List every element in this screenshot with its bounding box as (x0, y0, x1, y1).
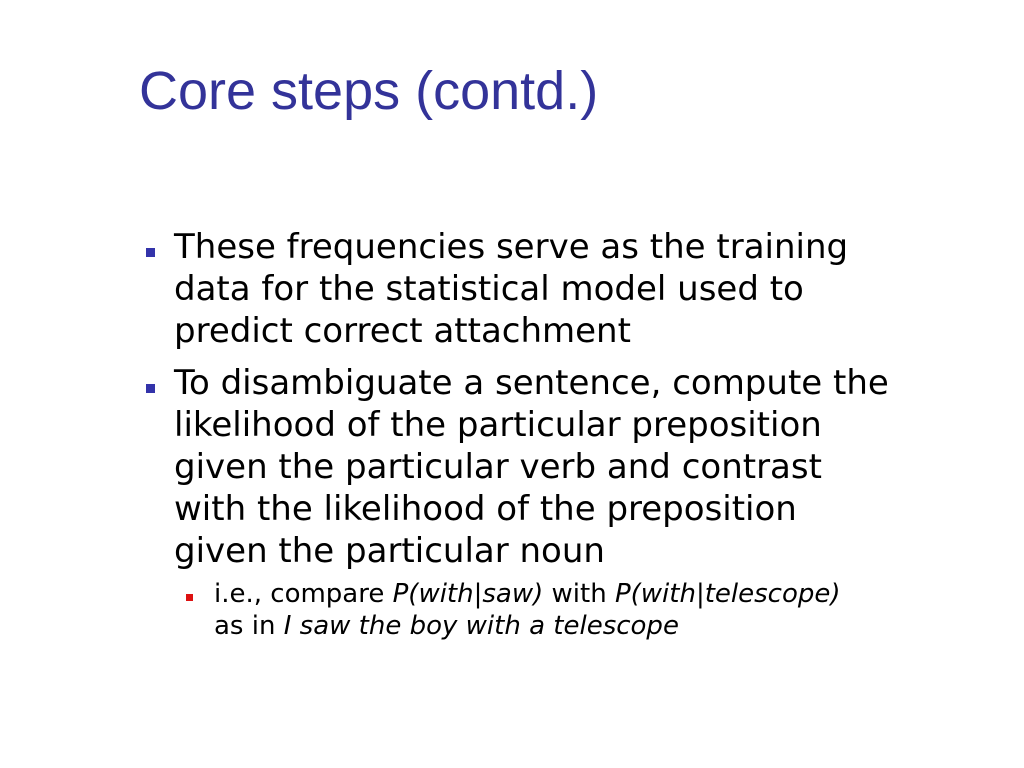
square-bullet-icon (146, 384, 155, 393)
probability-expression-saw: P(with|saw) (392, 579, 544, 609)
bullet-text-line: given the particular noun (174, 531, 605, 571)
bullet-item (140, 362, 1010, 572)
sub-bullet-line-2 (214, 610, 1010, 642)
sub-bullet-connector: with (543, 579, 615, 609)
probability-expression-telescope: P(with|telescope) (614, 579, 841, 609)
sub-bullet-line2-prefix: as in (214, 611, 284, 641)
sub-bullet-prefix: i.e., compare (214, 579, 393, 609)
bullet-item (140, 226, 1010, 352)
bullet-text-line: These frequencies serve as the training (174, 227, 849, 267)
bullet-text-line: with the likelihood of the preposition (174, 489, 797, 529)
sub-bullet-line-1 (214, 578, 1010, 610)
square-sub-bullet-icon (186, 594, 193, 601)
slide-title: Core steps (contd.) (139, 61, 599, 121)
bullet-text-line: likelihood of the particular preposition (174, 405, 822, 445)
sub-bullet-item (174, 578, 1010, 642)
slide-body (140, 226, 1010, 642)
bullet-text-line: predict correct attachment (174, 311, 631, 351)
example-sentence: I saw the boy with a telescope (283, 611, 679, 641)
bullet-text-line: To disambiguate a sentence, compute the (174, 363, 889, 403)
bullet-text-line: given the particular verb and contrast (174, 447, 822, 487)
bullet-text-line: data for the statistical model used to (174, 269, 804, 309)
square-bullet-icon (146, 248, 155, 257)
